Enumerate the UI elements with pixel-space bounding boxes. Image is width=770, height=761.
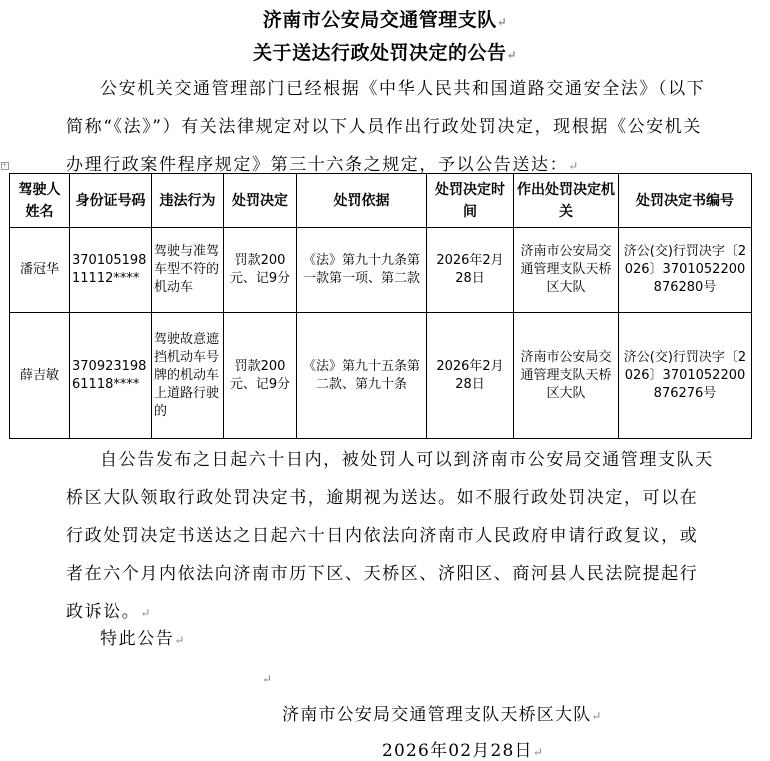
col-header-basis: 处罚依据 xyxy=(297,174,427,228)
col-header-violation: 违法行为 xyxy=(152,174,224,228)
cell-authority: 济南市公安局交通管理支队天桥区大队 xyxy=(514,228,619,313)
cell-doc-no: 济公(交)行罚决字〔2026〕3701052200876280号 xyxy=(619,228,752,313)
col-header-id: 身份证号码 xyxy=(70,174,152,228)
cell-date: 2026年2月28日 xyxy=(427,313,514,439)
closing-text: 特此公告↵ xyxy=(100,629,187,649)
cell-basis: 《法》第九十五条第二款、第九十条 xyxy=(297,313,427,439)
empty-paragraph-mark: ↵ xyxy=(262,672,273,686)
cell-name: 潘冠华 xyxy=(10,228,70,313)
cell-id: 37010519811112**** xyxy=(70,228,152,313)
col-header-penalty: 处罚决定 xyxy=(224,174,297,228)
cell-basis: 《法》第九十九条第一款第一项、第二款 xyxy=(297,228,427,313)
cell-name: 薛吉敏 xyxy=(10,313,70,439)
col-header-date: 处罚决定时间 xyxy=(427,174,514,228)
cell-date: 2026年2月28日 xyxy=(427,228,514,313)
col-header-doc-no: 处罚决定书编号 xyxy=(619,174,752,228)
signature: 济南市公安局交通管理支队天桥区大队↵ xyxy=(282,705,603,725)
table-header-row xyxy=(10,174,752,228)
penalty-table xyxy=(9,173,752,439)
col-header-authority: 作出处罚决定机关 xyxy=(514,174,619,228)
body-paragraph: 自公告发布之日起六十日内，被处罚人可以到济南市公安局交通管理支队天桥区大队领取行政处罚决定书，逾期视为送达。如不服行政处罚决定，可以在行政处罚决定书送达之日起六十日内依法向济南市人民政府申请行政复议，或者在六个月内依法向济南市历下区、天桥区、济阳区、商河县人民法院提起行政诉讼。↵ xyxy=(66,450,714,622)
col-header-name: 驾驶人姓名 xyxy=(10,174,70,228)
notice-subtitle: 关于送达行政处罚决定的公告↵ xyxy=(252,42,518,64)
cell-violation: 驾驶故意遮挡机动车号牌的机动车上道路行驶的 xyxy=(152,313,224,439)
cell-authority: 济南市公安局交通管理支队天桥区大队 xyxy=(514,313,619,439)
cell-violation: 驾驶与准驾车型不符的机动车 xyxy=(152,228,224,313)
cell-doc-no: 济公(交)行罚决字〔2026〕3701052200876276号 xyxy=(619,313,752,439)
table-row xyxy=(10,313,752,439)
cell-id: 37092319861118**** xyxy=(70,313,152,439)
notice-date: 2026年02月28日↵ xyxy=(382,741,544,761)
notice-title: 济南市公安局交通管理支队↵ xyxy=(262,9,508,31)
table-anchor-icon[interactable]: + xyxy=(2,162,8,169)
table-row xyxy=(10,228,752,313)
cell-penalty: 罚款200元、记9分 xyxy=(224,228,297,313)
cell-penalty: 罚款200元、记9分 xyxy=(224,313,297,439)
intro-paragraph: 公安机关交通管理部门已经根据《中华人民共和国道路交通安全法》（以下简称“《法》”）有关法律规定对以下人员作出行政处罚决定，现根据《公安机关办理行政案件程序规定》第三十六条之规定，予以公告送达：↵ xyxy=(66,79,706,175)
